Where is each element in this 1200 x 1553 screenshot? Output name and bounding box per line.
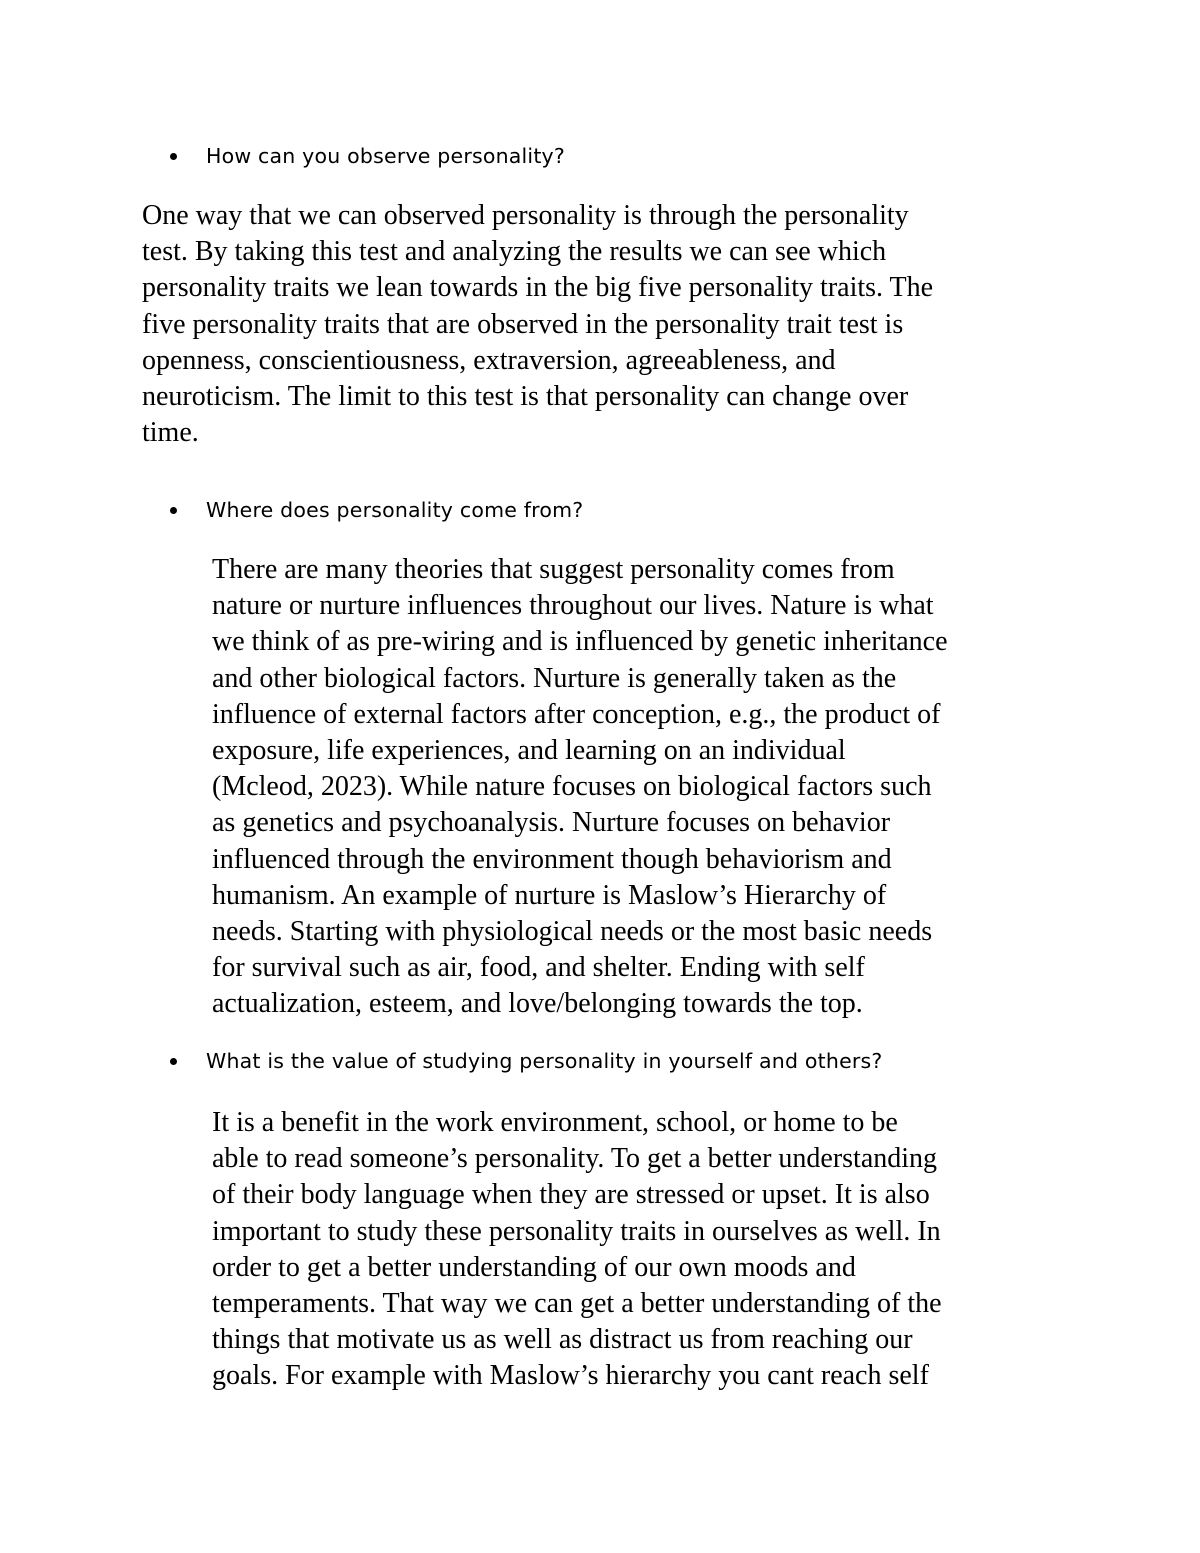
bullet-item-value bbox=[170, 1046, 882, 1076]
paragraph-line: time. bbox=[142, 417, 199, 449]
paragraph-line: influenced through the environment though behaviorism and bbox=[212, 843, 892, 875]
paragraph-line: (Mcleod, 2023). While nature focuses on biological factors such bbox=[212, 771, 932, 803]
paragraph-line: actualization, esteem, and love/belonging towards the top. bbox=[212, 988, 863, 1020]
paragraph-line: for survival such as air, food, and shelter. Ending with self bbox=[212, 952, 865, 984]
paragraph-line: influence of external factors after conception, e.g., the product of bbox=[212, 698, 941, 730]
paragraph-line: things that motivate us as well as distract us from reaching our bbox=[212, 1324, 913, 1356]
paragraph-line: It is a benefit in the work environment, school, or home to be bbox=[212, 1107, 898, 1138]
bullet-icon bbox=[170, 153, 177, 160]
question-heading: How can you observe personality? bbox=[206, 144, 565, 168]
paragraph-line: we think of as pre-wiring and is influenced by genetic inheritance bbox=[212, 626, 948, 658]
bullet-icon bbox=[170, 1058, 177, 1065]
question-heading: Where does personality come from? bbox=[206, 498, 584, 522]
answer-paragraph bbox=[142, 198, 933, 451]
paragraph-line: openness, conscientiousness, extraversion, agreeableness, and bbox=[142, 344, 836, 376]
paragraph-line: needs. Starting with physiological needs or the most basic needs bbox=[212, 916, 933, 948]
bullet-icon bbox=[170, 507, 177, 514]
paragraph-line: exposure, life experiences, and learning on an individual bbox=[212, 735, 846, 767]
bullet-item-observe bbox=[170, 141, 565, 171]
paragraph-line: neuroticism. The limit to this test is that personality can change over bbox=[142, 381, 909, 413]
paragraph-line: important to study these personality traits in ourselves as well. In bbox=[212, 1215, 941, 1247]
paragraph-line: nature or nurture influences throughout our lives. Nature is what bbox=[212, 590, 934, 622]
answer-paragraph bbox=[212, 1105, 942, 1395]
question-heading: What is the value of studying personality in yourself and others? bbox=[206, 1049, 883, 1073]
paragraph-line: goals. For example with Maslow’s hierarchy you cant reach self bbox=[212, 1360, 929, 1392]
paragraph-line: order to get a better understanding of our own moods and bbox=[212, 1251, 856, 1283]
paragraph-line: temperaments. That way we can get a better understanding of the bbox=[212, 1288, 942, 1320]
bullet-item-origin bbox=[170, 495, 583, 525]
paragraph-line: personality traits we lean towards in the big five personality traits. The bbox=[142, 272, 934, 304]
paragraph-line: able to read someone’s personality. To get a better understanding bbox=[212, 1143, 938, 1175]
paragraph-line: One way that we can observed personality is through the personality bbox=[142, 200, 909, 231]
paragraph-line: test. By taking this test and analyzing the results we can see which bbox=[142, 236, 887, 268]
paragraph-line: of their body language when they are stressed or upset. It is also bbox=[212, 1179, 930, 1211]
paragraph-line: and other biological factors. Nurture is generally taken as the bbox=[212, 662, 897, 694]
paragraph-line: as genetics and psychoanalysis. Nurture focuses on behavior bbox=[212, 807, 891, 839]
paragraph-line: five personality traits that are observed in the personality trait test is bbox=[142, 308, 904, 340]
answer-paragraph bbox=[212, 552, 948, 1023]
paragraph-line: humanism. An example of nurture is Maslow’s Hierarchy of bbox=[212, 879, 887, 911]
paragraph-line: There are many theories that suggest personality comes from bbox=[212, 554, 895, 585]
